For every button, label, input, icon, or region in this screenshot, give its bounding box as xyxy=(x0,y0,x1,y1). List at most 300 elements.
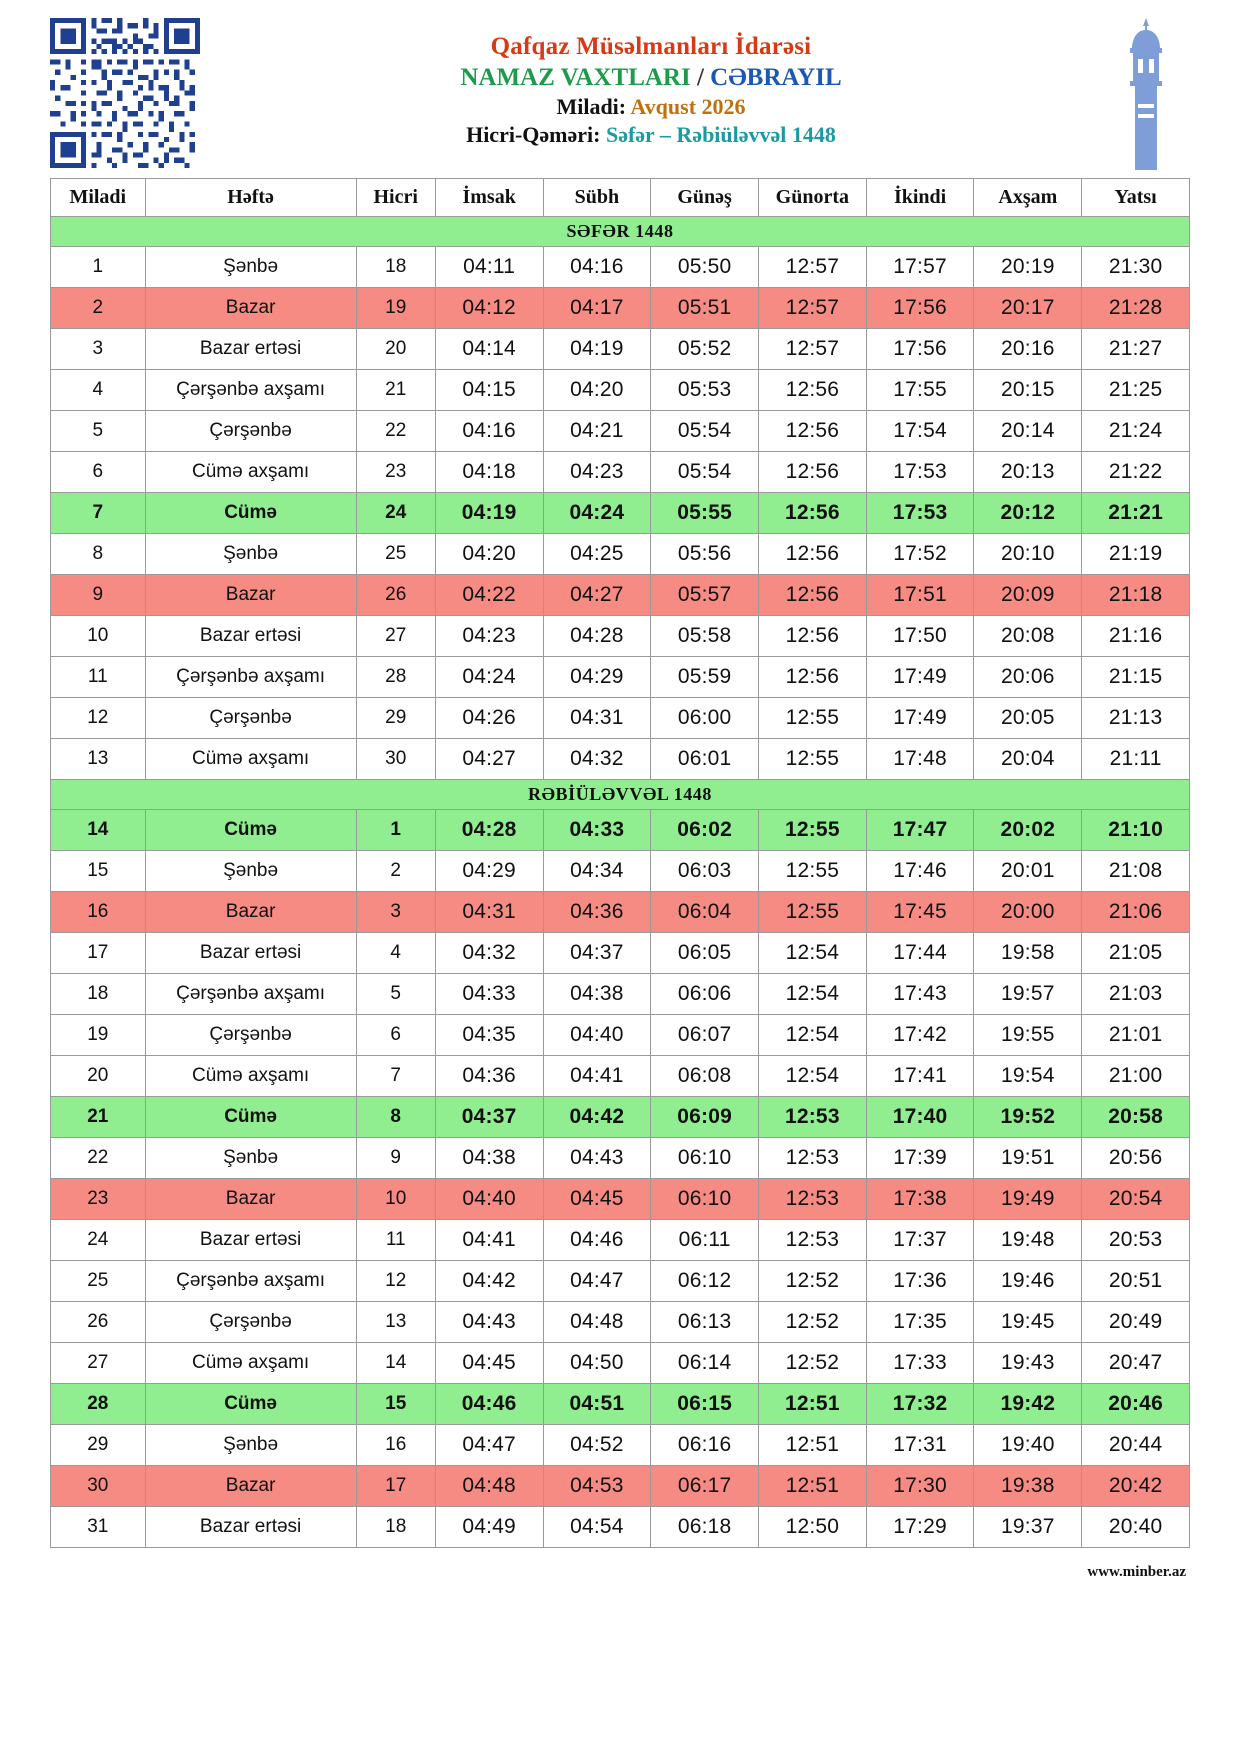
hijri-value: Səfər – Rəbiüləvvəl 1448 xyxy=(605,122,836,148)
cell-yatsi: 21:11 xyxy=(1082,739,1190,780)
cell-hicri: 7 xyxy=(356,1056,435,1097)
cell-gunes: 06:13 xyxy=(651,1302,759,1343)
cell-yatsi: 21:05 xyxy=(1082,933,1190,974)
cell-yatsi: 20:42 xyxy=(1082,1466,1190,1507)
cell-imsak: 04:48 xyxy=(435,1466,543,1507)
cell-axsam: 20:13 xyxy=(974,452,1082,493)
cell-hicri: 29 xyxy=(356,698,435,739)
cell-gunorta: 12:57 xyxy=(758,247,866,288)
column-header-1: Həftə xyxy=(145,179,356,217)
cell-axsam: 20:17 xyxy=(974,288,1082,329)
cell-hefte: Bazar xyxy=(145,575,356,616)
cell-gunorta: 12:55 xyxy=(758,851,866,892)
cell-miladi: 1 xyxy=(51,247,146,288)
cell-gunorta: 12:56 xyxy=(758,493,866,534)
cell-ikindi: 17:38 xyxy=(866,1179,974,1220)
cell-hefte: Çərşənbə xyxy=(145,1302,356,1343)
cell-axsam: 20:05 xyxy=(974,698,1082,739)
gregorian-line xyxy=(200,93,1102,122)
cell-hefte: Bazar ertəsi xyxy=(145,1220,356,1261)
cell-miladi: 8 xyxy=(51,534,146,575)
cell-yatsi: 20:44 xyxy=(1082,1425,1190,1466)
cell-miladi: 25 xyxy=(51,1261,146,1302)
cell-gunes: 06:18 xyxy=(651,1507,759,1548)
table-row xyxy=(51,974,1190,1015)
cell-hefte: Cümə xyxy=(145,810,356,851)
cell-subh: 04:27 xyxy=(543,575,651,616)
cell-axsam: 19:38 xyxy=(974,1466,1082,1507)
cell-hefte: Cümə axşamı xyxy=(145,1343,356,1384)
cell-ikindi: 17:47 xyxy=(866,810,974,851)
cell-gunorta: 12:54 xyxy=(758,974,866,1015)
cell-hicri: 8 xyxy=(356,1097,435,1138)
cell-imsak: 04:33 xyxy=(435,974,543,1015)
cell-hicri: 12 xyxy=(356,1261,435,1302)
cell-miladi: 10 xyxy=(51,616,146,657)
cell-gunes: 05:53 xyxy=(651,370,759,411)
cell-imsak: 04:14 xyxy=(435,329,543,370)
cell-gunes: 06:06 xyxy=(651,974,759,1015)
page-header xyxy=(50,18,1190,170)
cell-yatsi: 21:27 xyxy=(1082,329,1190,370)
page-title-main: NAMAZ VAXTLARI xyxy=(460,63,691,91)
cell-gunes: 06:07 xyxy=(651,1015,759,1056)
cell-axsam: 20:00 xyxy=(974,892,1082,933)
column-header-5: Günəş xyxy=(651,179,759,217)
cell-hefte: Çərşənbə xyxy=(145,1015,356,1056)
cell-imsak: 04:35 xyxy=(435,1015,543,1056)
cell-gunorta: 12:57 xyxy=(758,288,866,329)
cell-hicri: 18 xyxy=(356,247,435,288)
cell-axsam: 20:06 xyxy=(974,657,1082,698)
cell-ikindi: 17:30 xyxy=(866,1466,974,1507)
cell-axsam: 19:37 xyxy=(974,1507,1082,1548)
cell-imsak: 04:31 xyxy=(435,892,543,933)
cell-hefte: Bazar ertəsi xyxy=(145,616,356,657)
cell-gunes: 06:15 xyxy=(651,1384,759,1425)
cell-hicri: 3 xyxy=(356,892,435,933)
cell-subh: 04:54 xyxy=(543,1507,651,1548)
cell-yatsi: 20:46 xyxy=(1082,1384,1190,1425)
cell-hefte: Cümə xyxy=(145,1384,356,1425)
cell-yatsi: 21:30 xyxy=(1082,247,1190,288)
cell-subh: 04:29 xyxy=(543,657,651,698)
cell-gunes: 06:16 xyxy=(651,1425,759,1466)
cell-hicri: 2 xyxy=(356,851,435,892)
table-row xyxy=(51,1507,1190,1548)
cell-subh: 04:40 xyxy=(543,1015,651,1056)
cell-subh: 04:16 xyxy=(543,247,651,288)
table-row xyxy=(51,329,1190,370)
cell-axsam: 19:42 xyxy=(974,1384,1082,1425)
cell-gunorta: 12:56 xyxy=(758,616,866,657)
cell-gunes: 06:04 xyxy=(651,892,759,933)
cell-hicri: 17 xyxy=(356,1466,435,1507)
cell-imsak: 04:19 xyxy=(435,493,543,534)
cell-gunes: 05:50 xyxy=(651,247,759,288)
cell-subh: 04:48 xyxy=(543,1302,651,1343)
cell-ikindi: 17:41 xyxy=(866,1056,974,1097)
table-row xyxy=(51,1343,1190,1384)
cell-gunorta: 12:55 xyxy=(758,810,866,851)
cell-axsam: 19:48 xyxy=(974,1220,1082,1261)
table-row xyxy=(51,1261,1190,1302)
cell-ikindi: 17:39 xyxy=(866,1138,974,1179)
cell-imsak: 04:32 xyxy=(435,933,543,974)
cell-gunorta: 12:55 xyxy=(758,739,866,780)
cell-hicri: 15 xyxy=(356,1384,435,1425)
cell-subh: 04:38 xyxy=(543,974,651,1015)
cell-axsam: 20:15 xyxy=(974,370,1082,411)
cell-gunorta: 12:52 xyxy=(758,1343,866,1384)
cell-subh: 04:19 xyxy=(543,329,651,370)
cell-imsak: 04:28 xyxy=(435,810,543,851)
cell-imsak: 04:49 xyxy=(435,1507,543,1548)
cell-yatsi: 20:56 xyxy=(1082,1138,1190,1179)
cell-hefte: Şənbə xyxy=(145,851,356,892)
cell-ikindi: 17:52 xyxy=(866,534,974,575)
table-row xyxy=(51,1138,1190,1179)
column-header-6: Günorta xyxy=(758,179,866,217)
cell-yatsi: 21:10 xyxy=(1082,810,1190,851)
table-body xyxy=(51,217,1190,1548)
cell-subh: 04:51 xyxy=(543,1384,651,1425)
footer-website[interactable]: www.minber.az xyxy=(1087,1564,1186,1580)
cell-subh: 04:21 xyxy=(543,411,651,452)
column-header-2: Hicri xyxy=(356,179,435,217)
cell-ikindi: 17:56 xyxy=(866,329,974,370)
cell-imsak: 04:29 xyxy=(435,851,543,892)
cell-imsak: 04:16 xyxy=(435,411,543,452)
cell-hicri: 6 xyxy=(356,1015,435,1056)
cell-hefte: Çərşənbə axşamı xyxy=(145,657,356,698)
cell-hefte: Cümə xyxy=(145,1097,356,1138)
cell-hicri: 22 xyxy=(356,411,435,452)
cell-subh: 04:53 xyxy=(543,1466,651,1507)
cell-hicri: 1 xyxy=(356,810,435,851)
prayer-times-table xyxy=(50,178,1190,1548)
cell-gunes: 06:03 xyxy=(651,851,759,892)
section-title: RƏBİÜLƏVVƏL 1448 xyxy=(51,780,1190,810)
cell-imsak: 04:22 xyxy=(435,575,543,616)
cell-miladi: 2 xyxy=(51,288,146,329)
cell-miladi: 20 xyxy=(51,1056,146,1097)
cell-subh: 04:36 xyxy=(543,892,651,933)
cell-hefte: Bazar xyxy=(145,288,356,329)
cell-hicri: 14 xyxy=(356,1343,435,1384)
cell-hicri: 13 xyxy=(356,1302,435,1343)
cell-gunorta: 12:51 xyxy=(758,1425,866,1466)
cell-hefte: Çərşənbə xyxy=(145,698,356,739)
cell-gunorta: 12:53 xyxy=(758,1097,866,1138)
cell-axsam: 20:19 xyxy=(974,247,1082,288)
cell-gunorta: 12:57 xyxy=(758,329,866,370)
cell-ikindi: 17:35 xyxy=(866,1302,974,1343)
cell-gunes: 06:01 xyxy=(651,739,759,780)
cell-axsam: 19:55 xyxy=(974,1015,1082,1056)
cell-miladi: 29 xyxy=(51,1425,146,1466)
cell-yatsi: 21:21 xyxy=(1082,493,1190,534)
cell-ikindi: 17:49 xyxy=(866,657,974,698)
cell-miladi: 27 xyxy=(51,1343,146,1384)
cell-axsam: 20:04 xyxy=(974,739,1082,780)
cell-subh: 04:45 xyxy=(543,1179,651,1220)
qr-code-icon[interactable] xyxy=(50,18,200,168)
table-row xyxy=(51,575,1190,616)
mosque-icon xyxy=(1102,18,1190,168)
cell-miladi: 11 xyxy=(51,657,146,698)
cell-imsak: 04:36 xyxy=(435,1056,543,1097)
cell-gunes: 05:54 xyxy=(651,452,759,493)
cell-miladi: 7 xyxy=(51,493,146,534)
table-row xyxy=(51,534,1190,575)
gregorian-value: Avqust 2026 xyxy=(630,93,746,119)
cell-hicri: 18 xyxy=(356,1507,435,1548)
cell-gunorta: 12:50 xyxy=(758,1507,866,1548)
cell-yatsi: 20:47 xyxy=(1082,1343,1190,1384)
cell-subh: 04:41 xyxy=(543,1056,651,1097)
table-row xyxy=(51,411,1190,452)
gregorian-label: Miladi: xyxy=(556,93,627,119)
table-row xyxy=(51,1056,1190,1097)
column-header-4: Sübh xyxy=(543,179,651,217)
cell-subh: 04:20 xyxy=(543,370,651,411)
cell-axsam: 19:43 xyxy=(974,1343,1082,1384)
hijri-line xyxy=(200,121,1102,150)
table-row xyxy=(51,1015,1190,1056)
cell-hefte: Şənbə xyxy=(145,1138,356,1179)
cell-gunorta: 12:53 xyxy=(758,1179,866,1220)
cell-hicri: 16 xyxy=(356,1425,435,1466)
cell-subh: 04:37 xyxy=(543,933,651,974)
cell-axsam: 19:45 xyxy=(974,1302,1082,1343)
cell-yatsi: 21:01 xyxy=(1082,1015,1190,1056)
cell-hicri: 9 xyxy=(356,1138,435,1179)
cell-imsak: 04:24 xyxy=(435,657,543,698)
cell-gunorta: 12:56 xyxy=(758,452,866,493)
section-header-row xyxy=(51,780,1190,810)
cell-axsam: 19:40 xyxy=(974,1425,1082,1466)
cell-yatsi: 21:25 xyxy=(1082,370,1190,411)
cell-gunorta: 12:55 xyxy=(758,698,866,739)
cell-miladi: 15 xyxy=(51,851,146,892)
cell-gunorta: 12:53 xyxy=(758,1138,866,1179)
cell-hicri: 26 xyxy=(356,575,435,616)
cell-gunes: 06:11 xyxy=(651,1220,759,1261)
cell-yatsi: 21:19 xyxy=(1082,534,1190,575)
cell-hefte: Cümə axşamı xyxy=(145,739,356,780)
cell-imsak: 04:41 xyxy=(435,1220,543,1261)
cell-ikindi: 17:48 xyxy=(866,739,974,780)
cell-yatsi: 20:58 xyxy=(1082,1097,1190,1138)
cell-subh: 04:33 xyxy=(543,810,651,851)
cell-imsak: 04:42 xyxy=(435,1261,543,1302)
cell-imsak: 04:47 xyxy=(435,1425,543,1466)
cell-yatsi: 21:16 xyxy=(1082,616,1190,657)
cell-hicri: 20 xyxy=(356,329,435,370)
table-row xyxy=(51,452,1190,493)
cell-miladi: 26 xyxy=(51,1302,146,1343)
cell-imsak: 04:27 xyxy=(435,739,543,780)
cell-axsam: 19:52 xyxy=(974,1097,1082,1138)
cell-imsak: 04:23 xyxy=(435,616,543,657)
cell-hicri: 19 xyxy=(356,288,435,329)
title-block xyxy=(200,18,1102,150)
cell-yatsi: 21:22 xyxy=(1082,452,1190,493)
cell-yatsi: 20:53 xyxy=(1082,1220,1190,1261)
cell-gunes: 06:17 xyxy=(651,1466,759,1507)
cell-hefte: Bazar xyxy=(145,1466,356,1507)
cell-subh: 04:34 xyxy=(543,851,651,892)
cell-hefte: Şənbə xyxy=(145,1425,356,1466)
cell-ikindi: 17:57 xyxy=(866,247,974,288)
table-row xyxy=(51,370,1190,411)
table-row xyxy=(51,616,1190,657)
cell-hefte: Bazar ertəsi xyxy=(145,1507,356,1548)
cell-miladi: 13 xyxy=(51,739,146,780)
cell-imsak: 04:37 xyxy=(435,1097,543,1138)
cell-hicri: 30 xyxy=(356,739,435,780)
table-row xyxy=(51,698,1190,739)
cell-hefte: Çərşənbə axşamı xyxy=(145,370,356,411)
column-header-0: Miladi xyxy=(51,179,146,217)
cell-hefte: Şənbə xyxy=(145,247,356,288)
organization-title: Qafqaz Müsəlmanları İdarəsi xyxy=(490,33,812,60)
cell-gunorta: 12:54 xyxy=(758,1015,866,1056)
cell-axsam: 20:08 xyxy=(974,616,1082,657)
cell-ikindi: 17:36 xyxy=(866,1261,974,1302)
cell-subh: 04:28 xyxy=(543,616,651,657)
cell-miladi: 24 xyxy=(51,1220,146,1261)
table-row xyxy=(51,739,1190,780)
cell-gunes: 06:10 xyxy=(651,1138,759,1179)
cell-hicri: 11 xyxy=(356,1220,435,1261)
section-title: SƏFƏR 1448 xyxy=(51,217,1190,247)
cell-subh: 04:24 xyxy=(543,493,651,534)
cell-axsam: 19:58 xyxy=(974,933,1082,974)
cell-gunes: 05:55 xyxy=(651,493,759,534)
cell-hicri: 25 xyxy=(356,534,435,575)
cell-ikindi: 17:53 xyxy=(866,452,974,493)
cell-ikindi: 17:54 xyxy=(866,411,974,452)
cell-yatsi: 21:00 xyxy=(1082,1056,1190,1097)
cell-imsak: 04:11 xyxy=(435,247,543,288)
cell-yatsi: 20:54 xyxy=(1082,1179,1190,1220)
cell-axsam: 20:16 xyxy=(974,329,1082,370)
cell-ikindi: 17:45 xyxy=(866,892,974,933)
cell-imsak: 04:20 xyxy=(435,534,543,575)
cell-yatsi: 21:28 xyxy=(1082,288,1190,329)
cell-subh: 04:25 xyxy=(543,534,651,575)
page-title xyxy=(200,62,1102,93)
cell-subh: 04:42 xyxy=(543,1097,651,1138)
cell-hefte: Çərşənbə axşamı xyxy=(145,1261,356,1302)
cell-gunes: 06:02 xyxy=(651,810,759,851)
cell-ikindi: 17:50 xyxy=(866,616,974,657)
cell-miladi: 30 xyxy=(51,1466,146,1507)
cell-subh: 04:47 xyxy=(543,1261,651,1302)
cell-hicri: 4 xyxy=(356,933,435,974)
cell-axsam: 20:14 xyxy=(974,411,1082,452)
page-title-city: CƏBRAYIL xyxy=(710,63,842,91)
cell-gunes: 05:52 xyxy=(651,329,759,370)
table-row xyxy=(51,1097,1190,1138)
cell-axsam: 19:54 xyxy=(974,1056,1082,1097)
cell-gunorta: 12:56 xyxy=(758,657,866,698)
cell-gunes: 05:58 xyxy=(651,616,759,657)
cell-gunorta: 12:51 xyxy=(758,1384,866,1425)
cell-miladi: 16 xyxy=(51,892,146,933)
table-row xyxy=(51,493,1190,534)
cell-imsak: 04:46 xyxy=(435,1384,543,1425)
cell-yatsi: 21:18 xyxy=(1082,575,1190,616)
cell-miladi: 18 xyxy=(51,974,146,1015)
cell-hefte: Cümə xyxy=(145,493,356,534)
cell-hicri: 24 xyxy=(356,493,435,534)
cell-ikindi: 17:32 xyxy=(866,1384,974,1425)
cell-ikindi: 17:51 xyxy=(866,575,974,616)
table-row xyxy=(51,657,1190,698)
cell-subh: 04:17 xyxy=(543,288,651,329)
table-row xyxy=(51,810,1190,851)
cell-miladi: 23 xyxy=(51,1179,146,1220)
cell-gunes: 05:54 xyxy=(651,411,759,452)
cell-ikindi: 17:46 xyxy=(866,851,974,892)
cell-gunorta: 12:53 xyxy=(758,1220,866,1261)
cell-imsak: 04:43 xyxy=(435,1302,543,1343)
table-row xyxy=(51,933,1190,974)
cell-imsak: 04:12 xyxy=(435,288,543,329)
cell-miladi: 28 xyxy=(51,1384,146,1425)
cell-ikindi: 17:33 xyxy=(866,1343,974,1384)
cell-axsam: 20:12 xyxy=(974,493,1082,534)
cell-axsam: 20:09 xyxy=(974,575,1082,616)
cell-hefte: Bazar xyxy=(145,892,356,933)
cell-hicri: 5 xyxy=(356,974,435,1015)
cell-gunes: 06:12 xyxy=(651,1261,759,1302)
cell-gunes: 06:00 xyxy=(651,698,759,739)
cell-subh: 04:31 xyxy=(543,698,651,739)
cell-ikindi: 17:49 xyxy=(866,698,974,739)
cell-miladi: 9 xyxy=(51,575,146,616)
cell-gunorta: 12:55 xyxy=(758,892,866,933)
cell-yatsi: 21:13 xyxy=(1082,698,1190,739)
column-header-3: İmsak xyxy=(435,179,543,217)
cell-yatsi: 20:51 xyxy=(1082,1261,1190,1302)
cell-miladi: 3 xyxy=(51,329,146,370)
column-header-9: Yatsı xyxy=(1082,179,1190,217)
cell-ikindi: 17:37 xyxy=(866,1220,974,1261)
table-row xyxy=(51,1302,1190,1343)
cell-ikindi: 17:42 xyxy=(866,1015,974,1056)
cell-subh: 04:52 xyxy=(543,1425,651,1466)
cell-yatsi: 21:03 xyxy=(1082,974,1190,1015)
cell-imsak: 04:38 xyxy=(435,1138,543,1179)
cell-axsam: 20:10 xyxy=(974,534,1082,575)
cell-imsak: 04:45 xyxy=(435,1343,543,1384)
cell-gunes: 05:59 xyxy=(651,657,759,698)
cell-axsam: 20:01 xyxy=(974,851,1082,892)
cell-ikindi: 17:44 xyxy=(866,933,974,974)
cell-gunorta: 12:54 xyxy=(758,933,866,974)
cell-hefte: Bazar ertəsi xyxy=(145,933,356,974)
cell-hefte: Çərşənbə axşamı xyxy=(145,974,356,1015)
cell-imsak: 04:18 xyxy=(435,452,543,493)
cell-hicri: 21 xyxy=(356,370,435,411)
cell-axsam: 19:46 xyxy=(974,1261,1082,1302)
column-header-7: İkindi xyxy=(866,179,974,217)
cell-gunorta: 12:54 xyxy=(758,1056,866,1097)
